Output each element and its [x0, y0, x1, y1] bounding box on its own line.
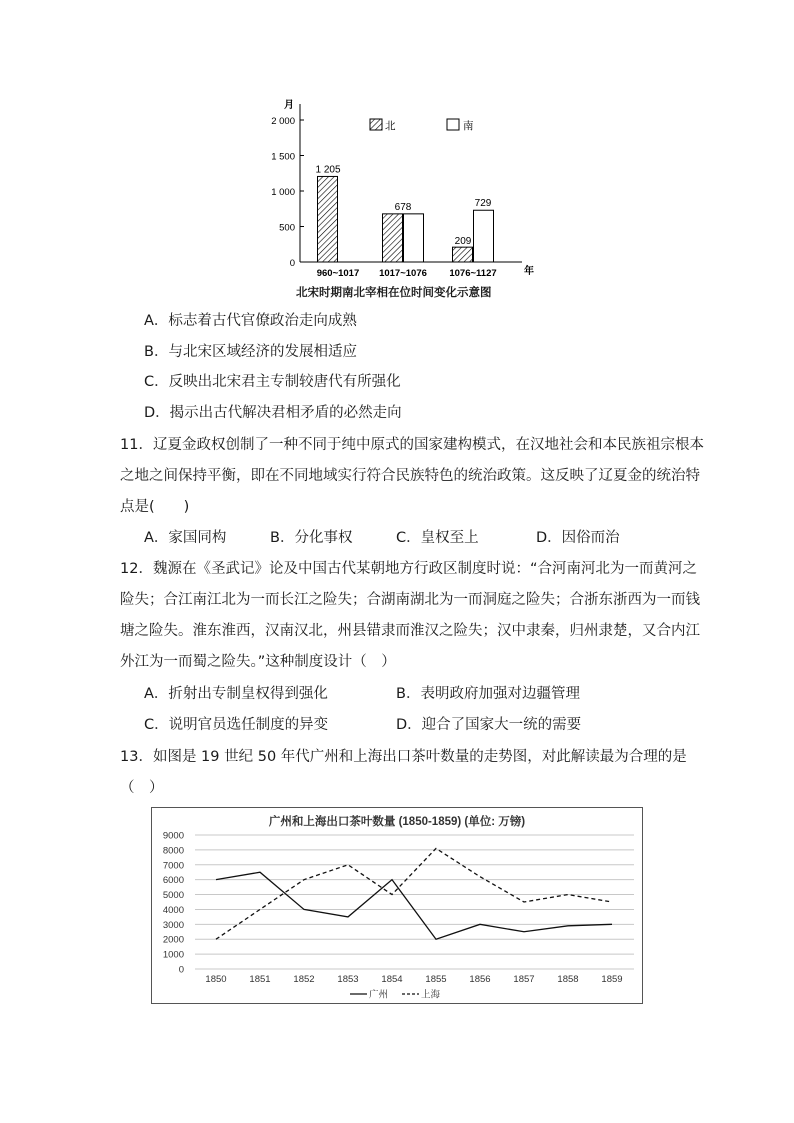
q13-text-line1: 13．如图是 19 世纪 50 年代广州和上海出口茶叶数量的走势图，对此解读最为合理的是	[120, 749, 687, 765]
bar-y-tick-label: 2 000	[271, 116, 295, 127]
q11-text-line2: 之地之间保持平衡，即在不同地域实行符合民族特色的统治政策。这反映了辽夏金的统治特	[120, 468, 700, 484]
bar-legend-south-label: 南	[463, 120, 474, 132]
bar-south-1	[404, 214, 424, 262]
q12-text-line4: 外江为一而蜀之险失。”这种制度设计（ ）	[120, 654, 396, 670]
q12-text-line3: 塘之险失。淮东淮西，汉南汉北，州县错隶而淮汉之险失；汉中隶秦，归州隶楚，又合内江	[120, 623, 700, 639]
bar-category-label: 1076~1127	[449, 268, 497, 279]
bar-south-2	[474, 210, 494, 262]
bar-value-label: 729	[474, 198, 492, 210]
line-x-tick-label: 1854	[381, 974, 403, 985]
q10-option-a: A．标志着古代官僚政治走向成熟	[144, 313, 357, 329]
line-y-tick-label: 9000	[162, 830, 184, 842]
bar-y-label: 月	[284, 100, 294, 111]
line-y-tick-label: 1000	[162, 949, 184, 961]
line-x-tick-label: 1850	[205, 974, 227, 985]
line-chart-title: 广州和上海出口茶叶数量 (1850-1859) (单位: 万镑)	[268, 816, 526, 828]
q12-text-line1: 12．魏源在《圣武记》论及中国古代某朝地方行政区制度时说：“合河南河北为一而黄河之	[120, 561, 697, 577]
line-x-tick-label: 1859	[601, 974, 623, 985]
bar-legend-south-swatch	[447, 119, 459, 130]
line-y-tick-label: 8000	[162, 845, 184, 857]
bar-value-label: 209	[454, 236, 472, 248]
bar-chart	[260, 92, 550, 302]
bar-y-tick-label: 1 000	[271, 187, 295, 198]
line-y-tick-label: 7000	[162, 860, 184, 872]
line-chart	[151, 807, 643, 1004]
line-y-tick-label: 0	[178, 964, 184, 976]
line-y-tick-label: 4000	[162, 904, 184, 916]
line-y-tick-label: 3000	[162, 919, 184, 931]
bar-north-1	[383, 214, 403, 262]
q12-option-d: D．迎合了国家大一统的需要	[396, 717, 582, 733]
q11-option-a: A．家国同构	[144, 530, 227, 546]
bar-category-label: 960~1017	[316, 268, 360, 279]
bar-value-label: 1 205	[315, 164, 341, 176]
bar-north-2	[453, 247, 473, 262]
q12-option-c: C．说明官员选任制度的异变	[144, 717, 329, 733]
q12-text-line2: 险失；合江南江北为一而长江之险失；合湖南湖北为一而洞庭之险失；合浙东浙西为一而钱	[120, 592, 700, 608]
q11-option-d: D．因俗而治	[536, 530, 620, 546]
q11-text-line1: 11．辽夏金政权创制了一种不同于纯中原式的国家建构模式，在汉地社会和本民族祖宗根本	[120, 437, 704, 453]
bar-x-label: 年	[524, 266, 534, 277]
bar-north-0	[318, 176, 338, 262]
line-legend-shanghai-label: 上海	[421, 989, 441, 1001]
q13-text-line2: （ ）	[120, 780, 164, 796]
line-x-tick-label: 1851	[249, 974, 271, 985]
q11-option-b: B．分化事权	[270, 530, 353, 546]
bar-y-tick-label: 500	[279, 222, 295, 234]
line-y-tick-label: 2000	[162, 934, 184, 946]
bar-y-tick-label: 0	[289, 258, 295, 269]
bar-category-label: 1017~1076	[379, 268, 427, 279]
line-x-tick-label: 1852	[293, 974, 315, 985]
q12-option-a: A．折射出专制皇权得到强化	[144, 686, 328, 702]
bar-value-label: 678	[394, 201, 412, 213]
bar-legend-north-label: 北	[385, 120, 396, 132]
q10-option-c: C．反映出北宋君主专制较唐代有所强化	[144, 374, 401, 390]
q11-option-c: C．皇权至上	[396, 530, 479, 546]
line-legend-guangzhou-label: 广州	[369, 989, 389, 1001]
line-y-tick-label: 6000	[162, 875, 184, 887]
line-x-tick-label: 1858	[557, 974, 579, 985]
line-x-tick-label: 1855	[425, 974, 447, 985]
q10-option-b: B．与北宋区域经济的发展相适应	[144, 344, 357, 360]
bar-legend-north-swatch	[370, 119, 382, 130]
line-x-tick-label: 1856	[469, 974, 491, 985]
q10-option-d: D．揭示出古代解决君相矛盾的必然走向	[144, 405, 402, 421]
q11-text-line3: 点是( )	[120, 499, 190, 515]
q12-option-b: B．表明政府加强对边疆管理	[396, 686, 580, 702]
bar-chart-title: 北宋时期南北宰相在位时间变化示意图	[296, 285, 492, 299]
line-y-tick-label: 5000	[162, 890, 184, 902]
line-x-tick-label: 1853	[337, 974, 359, 985]
line-x-tick-label: 1857	[513, 974, 535, 985]
bar-y-tick-label: 1 500	[271, 151, 295, 163]
